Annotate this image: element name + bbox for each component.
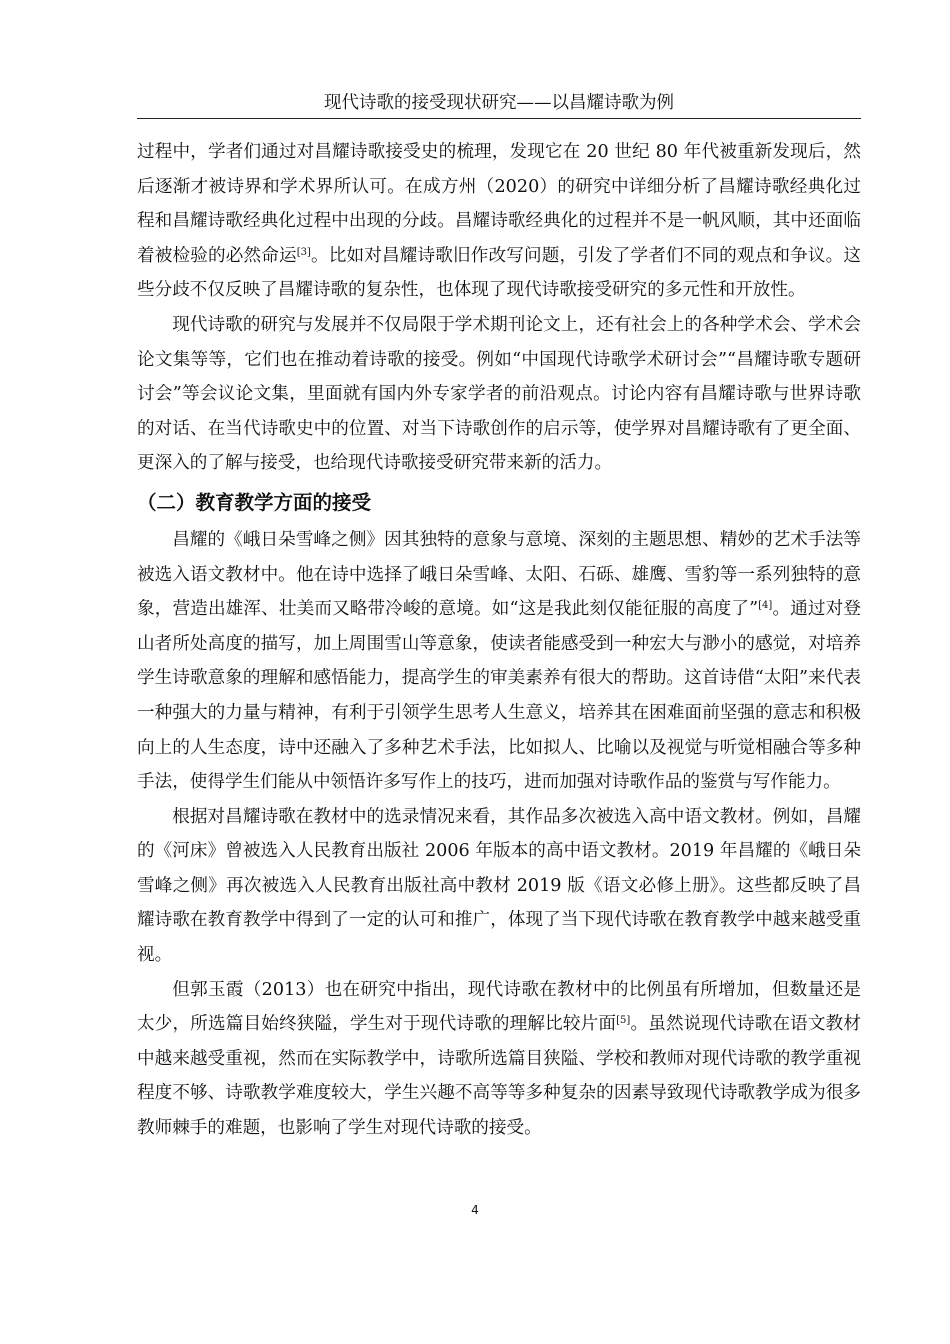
paragraph-3-tail: 。通过对登山者所处高度的描写，加上周围雪山等意象，使读者能感受到一种宏大与渺小的感觉，对培养学生诗歌意象的理解和感悟能力，提高学生的审美素养有很大的帮助。这首诗借“太阳”来代表一种强大的力量与精神，有利于引领学生思考人生意义，培养其在困难面前坚强的意志和积极向上的人生态度，诗中还融入了多种艺术手法，比如拟人、比喻以及视觉与听觉相融合等多种手法，使得学生们能从中领悟许多写作上的技巧，进而加强对诗歌作品的鉴赏与写作能力。 bbox=[137, 599, 861, 793]
paragraph-5-text: 但郭玉霞（2013）也在研究中指出，现代诗歌在教材中的比例虽有所增加，但数量还是太少，所选篇目始终狭隘，学生对于现代诗歌的理解比较片面 bbox=[137, 979, 861, 1035]
paragraph-2: 现代诗歌的研究与发展并不仅局限于学术期刊论文上，还有社会上的各种学术会、学术会论文集等等，它们也在推动着诗歌的接受。例如“中国现代诗歌学术研讨会”“昌耀诗歌专题研讨会”等会议论文集，里面就有国内外专家学者的前沿观点。讨论内容有昌耀诗歌与世界诗歌的对话、在当代诗歌史中的位置、对当下诗歌创作的启示等，使学界对昌耀诗歌有了更全面、更深入的了解与接受，也给现代诗歌接受研究带来新的活力。 bbox=[137, 314, 861, 474]
citation-3: [3] bbox=[296, 246, 311, 258]
paragraph-1-tail: 。比如对昌耀诗歌旧作改写问题，引发了学者们不同的观点和争议。这些分歧不仅反映了昌耀诗歌的复杂性，也体现了现代诗歌接受研究的多元性和开放性。 bbox=[137, 245, 861, 301]
paragraph-1 bbox=[137, 135, 861, 308]
citation-4: [4] bbox=[758, 600, 773, 612]
paragraph-5 bbox=[137, 973, 861, 1146]
citation-5: [5] bbox=[616, 1015, 631, 1027]
paragraph-5-tail: 。虽然说现代诗歌在语文教材中越来越受重视，然而在实际教学中，诗歌所选篇目狭隘、学校和教师对现代诗歌的教学重视程度不够、诗歌教学难度较大，学生兴趣不高等等多种复杂的因素导致现代诗歌教学成为很多教师棘手的难题，也影响了学生对现代诗歌的接受。 bbox=[137, 1014, 861, 1139]
paragraph-1-text: 过程中，学者们通过对昌耀诗歌接受史的梳理，发现它在 20 世纪 80 年代被重新发现后，然后逐渐才被诗界和学术界所认可。在成方州（2020）的研究中详细分析了昌耀诗歌经典化过程和昌耀诗歌经典化过程中出现的分歧。昌耀诗歌经典化的过程并不是一帆风顺，其中还面临着被检验的必然命运 bbox=[137, 142, 861, 266]
running-header: 现代诗歌的接受现状研究——以昌耀诗歌为例 bbox=[137, 90, 861, 119]
paragraph-3-text: 昌耀的《峨日朵雪峰之侧》因其独特的意象与意境、深刻的主题思想、精妙的艺术手法等被选入语文教材中。他在诗中选择了峨日朵雪峰、太阳、石砾、雄鹰、雪豹等一系列独特的意象，营造出雄浑、壮美而又略带冷峻的意境。如“这是我此刻仅能征服的高度了” bbox=[137, 529, 861, 620]
body-text bbox=[137, 135, 861, 1146]
paragraph-4: 根据对昌耀诗歌在教材中的选录情况来看，其作品多次被选入高中语文教材。例如，昌耀的《河床》曾被选入人民教育出版社 2006 年版本的高中语文教材。2019 年昌耀的《峨日朵雪峰之侧》再次被选入人民教育出版社高中教材 2019 版《语文必修上册》。这些都反映了昌耀诗歌在教育教学中得到了一定的认可和推广，体现了当下现代诗歌在教育教学中越来越受重视。 bbox=[137, 806, 861, 966]
paragraph-3 bbox=[137, 523, 861, 800]
page-number: 4 bbox=[471, 1203, 479, 1217]
section-title: （二）教育教学方面的接受 bbox=[137, 490, 372, 514]
